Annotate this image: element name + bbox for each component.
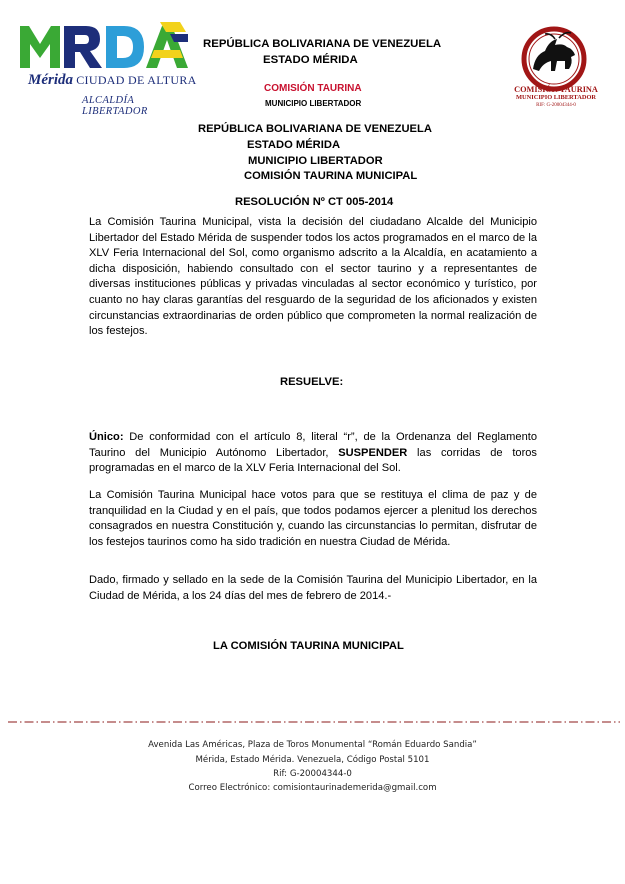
logo-merida-word: Mérida bbox=[28, 72, 73, 88]
intro-paragraph: La Comisión Taurina Municipal, vista la decisión del ciudadano Alcalde del Municipio Libertador del Estado Mérida de suspender todos los actos programados en el marco de la XLV Feria Internacional del Sol, como organismo adscrito a la Alcaldía, en acatamiento a dicha disposición, habiendo consultado con el sector taurino y a representantes de diversas instituciones públicas y privadas vinculadas al sector económico y turístico, por cuanto no hay claras garantías del resguardo de la seguridad de los aficionados y existen circunstancias extraordinarias de orden público que comprometen la normal realización de los festejos. bbox=[89, 216, 537, 338]
footer-address: Avenida Las Américas, Plaza de Toros Monumental “Román Eduardo Sandia” bbox=[148, 740, 477, 750]
signature-line: LA COMISIÓN TAURINA MUNICIPAL bbox=[213, 640, 404, 652]
votos-paragraph: La Comisión Taurina Municipal hace votos para que se restituya el clima de paz y de tranquilidad en la Ciudad y en el país, que todos podamos ejercer a plenitud los derechos consagrados en nuestra Constitución y, cuando las circunstancias lo permitan, disfrutar de los festejos taurinos como ha sido tradición en nuestra Ciudad de Mérida. bbox=[89, 489, 537, 548]
footer-email: Correo Electrónico: comisiontaurinademerida@gmail.com bbox=[188, 783, 437, 793]
seal-rif: RIF: G-20004344-0 bbox=[536, 103, 576, 108]
seal-municipio-libertador: MUNICIPIO LIBERTADOR bbox=[515, 94, 597, 101]
logo-alcaldia-text: ALCALDÍA LIBERTADOR bbox=[82, 95, 148, 117]
logo-ciudad-altura: CIUDAD DE ALTURA bbox=[76, 73, 197, 87]
title-municipio: MUNICIPIO LIBERTADOR bbox=[248, 155, 383, 167]
header-republica: REPÚBLICA BOLIVARIANA DE VENEZUELA bbox=[203, 38, 442, 50]
footer-divider bbox=[8, 718, 620, 726]
title-republica: REPÚBLICA BOLIVARIANA DE VENEZUELA bbox=[198, 123, 432, 135]
resuelve-heading: RESUELVE: bbox=[280, 376, 344, 388]
unico-text-post: las corridas de toros programadas en el marco de la XLV Feria Internacional del Sol. bbox=[89, 446, 537, 475]
title-comision: COMISIÓN TAURINA MUNICIPAL bbox=[244, 170, 418, 182]
mrda-letters-logo bbox=[20, 20, 188, 70]
footer-rif: Rif: G-20004344-0 bbox=[273, 769, 352, 779]
dado-paragraph: Dado, firmado y sellado en la sede de la Comisión Taurina del Municipio Libertador, en la Ciudad de Mérida, a los 24 días del mes de febrero de 2014.- bbox=[89, 574, 537, 602]
unico-text-pre: De conformidad con el artículo 8, literal “r”, de la Ordenanza del Reglamento Taurino del Municipio Autónomo Libertador, bbox=[89, 431, 537, 459]
title-estado: ESTADO MÉRIDA bbox=[247, 139, 341, 151]
alcaldia-logo bbox=[20, 20, 200, 117]
header-municipio: MUNICIPIO LIBERTADOR bbox=[265, 99, 362, 108]
unico-paragraph bbox=[89, 430, 537, 477]
unico-label: Único: bbox=[89, 431, 124, 443]
suspender-keyword: SUSPENDER bbox=[338, 446, 408, 459]
header-comision: COMISIÓN TAURINA bbox=[264, 83, 362, 94]
header-estado: ESTADO MÉRIDA bbox=[263, 54, 358, 66]
footer-city: Mérida, Estado Mérida. Venezuela, Código Postal 5101 bbox=[195, 755, 430, 765]
seal-comision-taurina: COMISIÓN TAURINA bbox=[514, 85, 598, 94]
resolution-number: RESOLUCIÓN Nº CT 005-2014 bbox=[235, 196, 394, 208]
logo-city-name bbox=[28, 72, 197, 89]
